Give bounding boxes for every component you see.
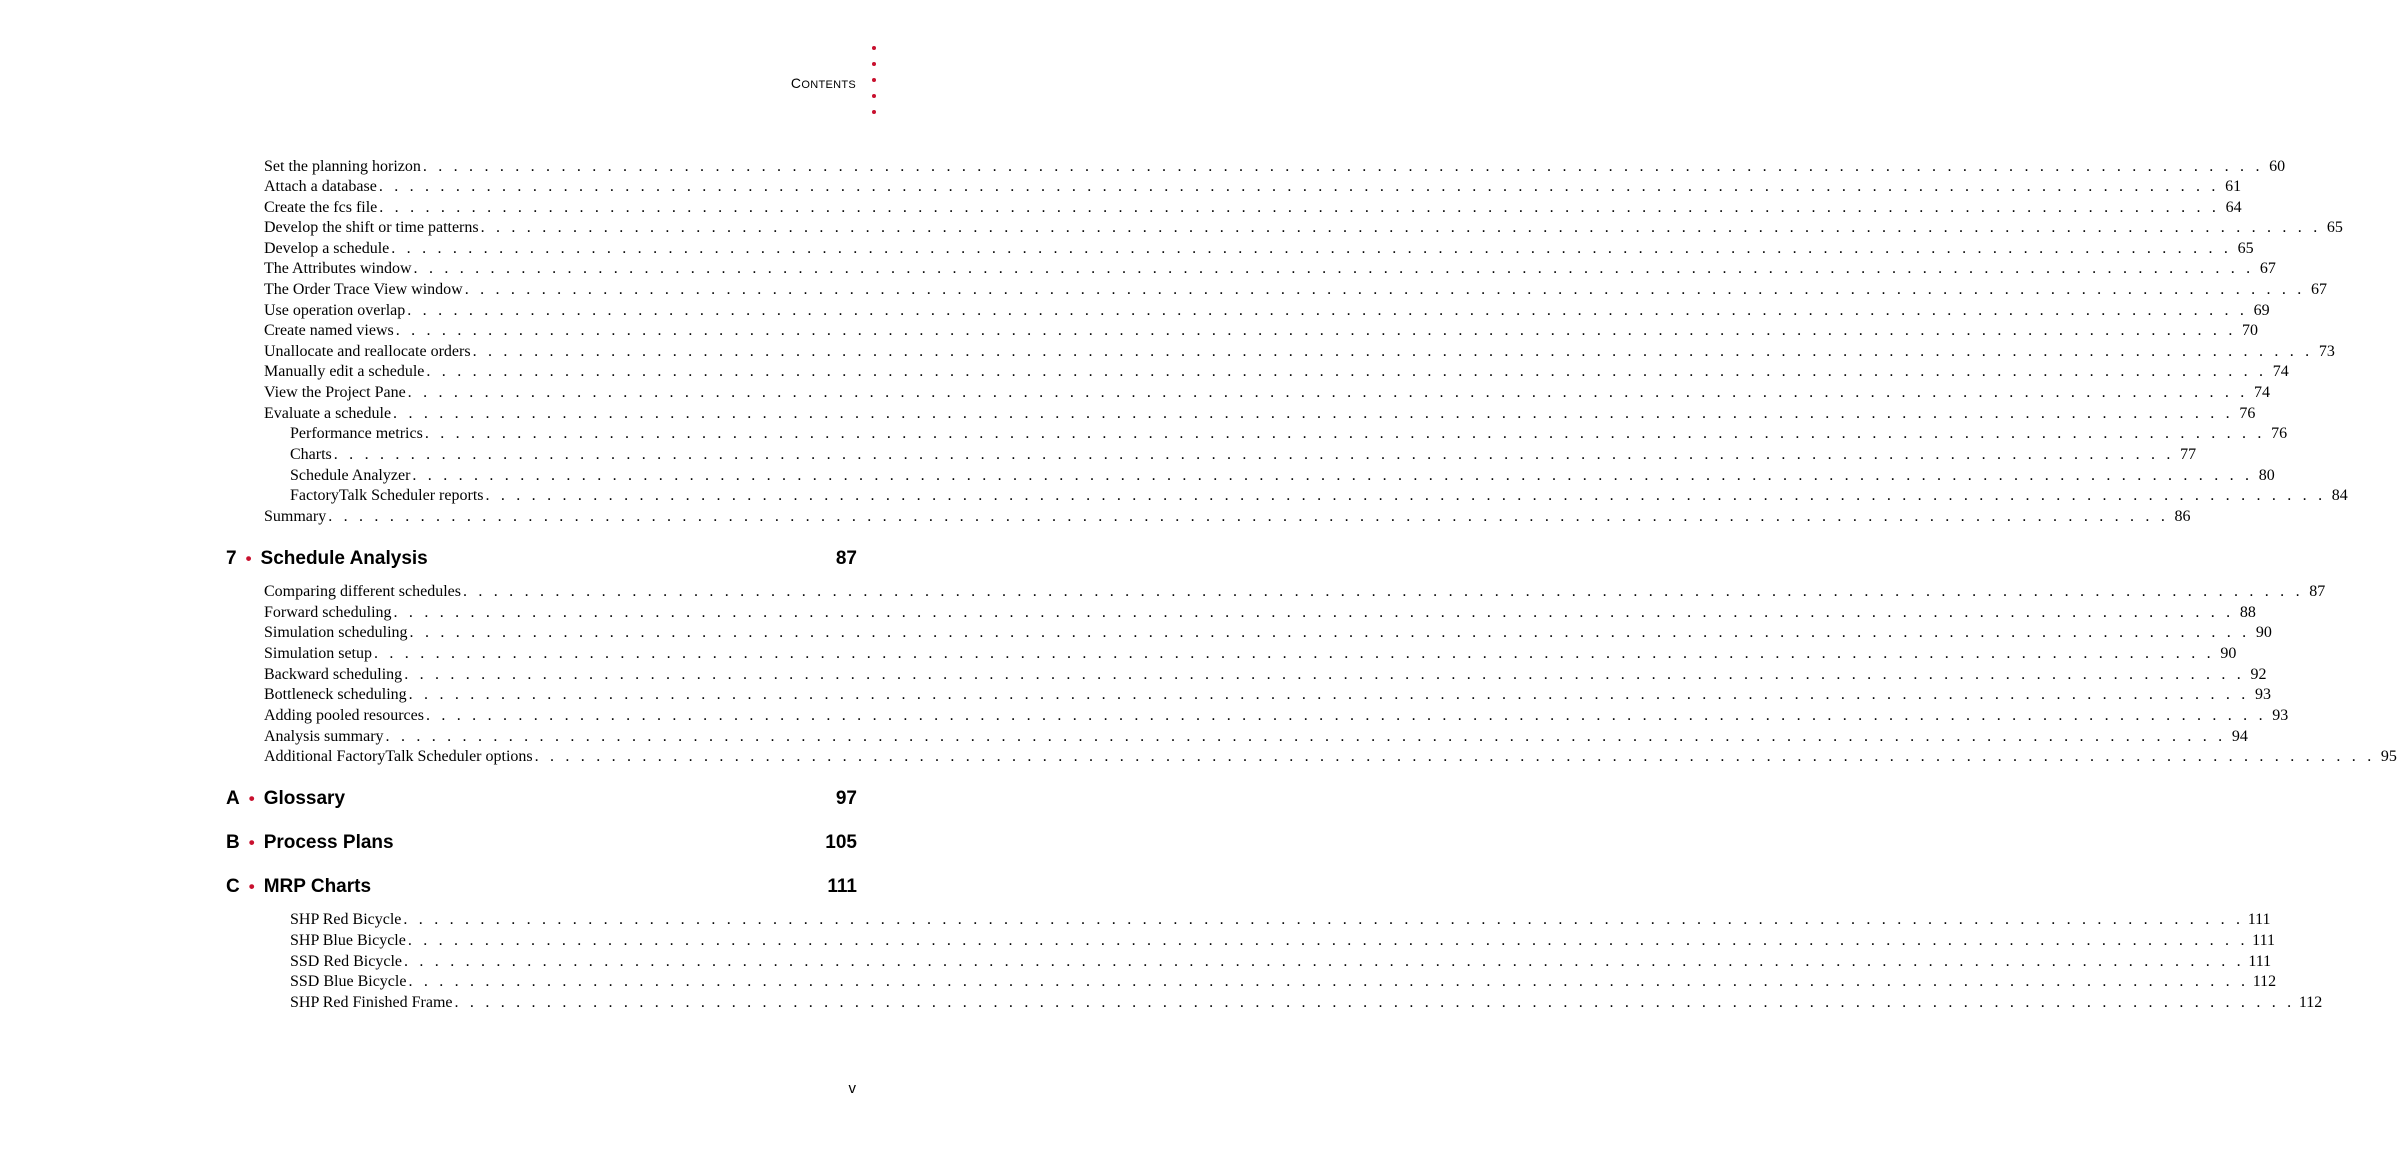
toc-entry-page: 70: [2242, 322, 2259, 339]
bullet-separator: •: [248, 877, 255, 896]
toc-entry-label: SHP Blue Bicycle: [290, 932, 406, 949]
decorative-dot: [872, 78, 876, 82]
toc-entry[interactable]: [290, 424, 2288, 444]
appendix-b-heading[interactable]: [226, 831, 857, 855]
dot-leader: . . . . . . . . . . . . . . . . . . . . . . . . . . . . . . . . . . . . . . . . . . . . . . . . . . . . . . . . . . . . . . . . . . . . . . . . . . . . . . . . . . . . . . . . . . . . . . . . . . . . . . . . . . . . . . . . . . . . . . . .: [454, 994, 2295, 1011]
toc-entry-label: Additional FactoryTalk Scheduler options: [264, 748, 533, 765]
toc-entry-label: Manually edit a schedule: [264, 363, 425, 380]
toc-entry-page: 74: [2272, 363, 2289, 380]
dot-leader: . . . . . . . . . . . . . . . . . . . . . . . . . . . . . . . . . . . . . . . . . . . . . . . . . . . . . . . . . . . . . . . . . . . . . . . . . . . . . . . . . . . . . . . . . . . . . . . . . . . . . . . . . . . . . . . . . . . . . . . .: [425, 707, 2267, 724]
dot-leader: . . . . . . . . . . . . . . . . . . . . . . . . . . . . . . . . . . . . . . . . . . . . . . . . . . . . . . . . . . . . . . . . . . . . . . . . . . . . . . . . . . . . . . . . . . . . . . . . . . . . . . . . . . . . . . . . . . . . . . . .: [404, 666, 2245, 683]
dot-leader: . . . . . . . . . . . . . . . . . . . . . . . . . . . . . . . . . . . . . . . . . . . . . . . . . . . . . . . . . . . . . . . . . . . . . . . . . . . . . . . . . . . . . . . . . . . . . . . . . . . . . . . . . . . . . . . . . . . . . . . .: [328, 508, 2169, 525]
dot-leader: . . . . . . . . . . . . . . . . . . . . . . . . . . . . . . . . . . . . . . . . . . . . . . . . . . . . . . . . . . . . . . . . . . . . . . . . . . . . . . . . . . . . . . . . . . . . . . . . . . . . . . . . . . . . . . . . . . . . . . . .: [407, 302, 2248, 319]
toc-entry[interactable]: [290, 972, 2277, 992]
dot-leader: . . . . . . . . . . . . . . . . . . . . . . . . . . . . . . . . . . . . . . . . . . . . . . . . . . . . . . . . . . . . . . . . . . . . . . . . . . . . . . . . . . . . . . . . . . . . . . . . . . . . . . . . . . . . . . . . . . . . . . . .: [404, 953, 2245, 970]
toc-entry-page: 76: [2271, 425, 2288, 442]
toc-entry[interactable]: [264, 747, 2397, 767]
dot-leader: . . . . . . . . . . . . . . . . . . . . . . . . . . . . . . . . . . . . . . . . . . . . . . . . . . . . . . . . . . . . . . . . . . . . . . . . . . . . . . . . . . . . . . . . . . . . . . . . . . . . . . . . . . . . . . . . . . . . . . . .: [333, 446, 2175, 463]
toc-entry-label: The Attributes window: [264, 260, 412, 277]
running-head-rest: ONTENTS: [801, 79, 856, 91]
chapter-number: 7: [226, 548, 237, 569]
toc-entry[interactable]: [290, 952, 2272, 972]
bullet-separator: •: [245, 549, 252, 568]
decorative-dot: [872, 94, 876, 98]
toc-entry-page: 77: [2180, 446, 2197, 463]
toc-entry[interactable]: [264, 383, 2270, 403]
toc-entry-page: 73: [2318, 343, 2335, 360]
toc-entry-label: Create named views: [264, 322, 394, 339]
toc-entry[interactable]: [264, 218, 2343, 238]
toc-entry[interactable]: [290, 910, 2271, 930]
toc-entry-page: 111: [2252, 932, 2275, 949]
dot-leader: . . . . . . . . . . . . . . . . . . . . . . . . . . . . . . . . . . . . . . . . . . . . . . . . . . . . . . . . . . . . . . . . . . . . . . . . . . . . . . . . . . . . . . . . . . . . . . . . . . . . . . . . . . . . . . . . . . . . . . . .: [385, 728, 2226, 745]
dot-leader: . . . . . . . . . . . . . . . . . . . . . . . . . . . . . . . . . . . . . . . . . . . . . . . . . . . . . . . . . . . . . . . . . . . . . . . . . . . . . . . . . . . . . . . . . . . . . . . . . . . . . . . . . . . . . . . . . . . . . . . .: [462, 583, 2304, 600]
running-head: [791, 75, 856, 91]
toc-entry[interactable]: [264, 582, 2326, 602]
dot-leader: . . . . . . . . . . . . . . . . . . . . . . . . . . . . . . . . . . . . . . . . . . . . . . . . . . . . . . . . . . . . . . . . . . . . . . . . . . . . . . . . . . . . . . . . . . . . . . . . . . . . . . . . . . . . . . . . . . . . . . . .: [379, 199, 2220, 216]
toc-entry-label: Develop a schedule: [264, 240, 390, 257]
chapter-title: MRP Charts: [263, 876, 372, 897]
toc-entry-label: Adding pooled resources: [264, 707, 424, 724]
page-number: v: [848, 1080, 856, 1097]
dot-leader: . . . . . . . . . . . . . . . . . . . . . . . . . . . . . . . . . . . . . . . . . . . . . . . . . . . . . . . . . . . . . . . . . . . . . . . . . . . . . . . . . . . . . . . . . . . . . . . . . . . . . . . . . . . . . . . . . . . . . . . .: [393, 604, 2234, 621]
chapter-page: 97: [835, 788, 857, 809]
toc-entry[interactable]: [264, 727, 2248, 747]
toc-entry-label: SSD Red Bicycle: [290, 953, 402, 970]
toc-entry-page: 95: [2380, 748, 2397, 765]
dot-leader: . . . . . . . . . . . . . . . . . . . . . . . . . . . . . . . . . . . . . . . . . . . . . . . . . . . . . . . . . . . . . . . . . . . . . . . . . . . . . . . . . . . . . . . . . . . . . . . . . . . . . . . . . . . . . . . . . . . . . . . .: [378, 178, 2220, 195]
chapter-page: 87: [835, 548, 857, 569]
toc-entry-page: 65: [2237, 240, 2254, 257]
decorative-dot: [872, 110, 876, 114]
toc-entry-label: Attach a database: [264, 178, 377, 195]
toc-entry-page: 86: [2174, 508, 2191, 525]
toc-entry-page: 93: [2272, 707, 2289, 724]
dot-leader: . . . . . . . . . . . . . . . . . . . . . . . . . . . . . . . . . . . . . . . . . . . . . . . . . . . . . . . . . . . . . . . . . . . . . . . . . . . . . . . . . . . . . . . . . . . . . . . . . . . . . . . . . . . . . . . . . . . . . . . .: [472, 343, 2313, 360]
toc-entry-page: 112: [2252, 973, 2277, 990]
toc-entry[interactable]: [264, 301, 2270, 321]
toc-entry-page: 67: [2311, 281, 2328, 298]
toc-entry[interactable]: [264, 342, 2335, 362]
decorative-dot: [872, 62, 876, 66]
chapter-page: 111: [827, 876, 857, 897]
chapter-title: Schedule Analysis: [260, 548, 428, 569]
toc-entry-label: SSD Blue Bicycle: [290, 973, 407, 990]
toc-entry-page: 111: [2248, 953, 2272, 970]
toc-entry[interactable]: [264, 644, 2237, 664]
dot-leader: . . . . . . . . . . . . . . . . . . . . . . . . . . . . . . . . . . . . . . . . . . . . . . . . . . . . . . . . . . . . . . . . . . . . . . . . . . . . . . . . . . . . . . . . . . . . . . . . . . . . . . . . . . . . . . . . . . . . . . . .: [413, 260, 2254, 277]
toc-entry[interactable]: [264, 507, 2191, 527]
dot-leader: . . . . . . . . . . . . . . . . . . . . . . . . . . . . . . . . . . . . . . . . . . . . . . . . . . . . . . . . . . . . . . . . . . . . . . . . . . . . . . . . . . . . . . . . . . . . . . . . . . . . . . . . . . . . . . . . . . . . . . . .: [412, 467, 2253, 484]
toc-entry[interactable]: [264, 665, 2267, 685]
toc-entry[interactable]: [264, 603, 2256, 623]
toc-entry[interactable]: [264, 321, 2259, 341]
toc-entry-page: 94: [2231, 728, 2248, 745]
toc-entry-page: 65: [2326, 219, 2343, 236]
dot-leader: . . . . . . . . . . . . . . . . . . . . . . . . . . . . . . . . . . . . . . . . . . . . . . . . . . . . . . . . . . . . . . . . . . . . . . . . . . . . . . . . . . . . . . . . . . . . . . . . . . . . . . . . . . . . . . . . . . . . . . . .: [407, 384, 2248, 401]
chapter-title: Glossary: [263, 788, 346, 809]
toc-entry-page: 76: [2239, 405, 2256, 422]
toc-entry-label: Simulation scheduling: [264, 624, 408, 641]
toc-entry-page: 60: [2269, 158, 2286, 175]
toc-entry[interactable]: [290, 993, 2323, 1013]
dot-leader: . . . . . . . . . . . . . . . . . . . . . . . . . . . . . . . . . . . . . . . . . . . . . . . . . . . . . . . . . . . . . . . . . . . . . . . . . . . . . . . . . . . . . . . . . . . . . . . . . . . . . . . . . . . . . . . . . . . . . . . .: [407, 932, 2249, 949]
appendix-c-heading[interactable]: [226, 875, 857, 899]
toc-entry-label: Simulation setup: [264, 645, 372, 662]
dot-leader: . . . . . . . . . . . . . . . . . . . . . . . . . . . . . . . . . . . . . . . . . . . . . . . . . . . . . . . . . . . . . . . . . . . . . . . . . . . . . . . . . . . . . . . . . . . . . . . . . . . . . . . . . . . . . . . . . . . . . . . .: [403, 911, 2244, 928]
toc-entry-page: 84: [2331, 487, 2348, 504]
toc-entry[interactable]: [290, 931, 2275, 951]
toc-entry-label: Set the planning horizon: [264, 158, 421, 175]
toc-entry-page: 88: [2239, 604, 2256, 621]
toc-entry-page: 112: [2298, 994, 2323, 1011]
toc-entry[interactable]: [264, 198, 2242, 218]
bullet-separator: •: [248, 789, 255, 808]
toc-entry[interactable]: [264, 623, 2272, 643]
chapter-number: A: [226, 788, 240, 809]
dot-leader: . . . . . . . . . . . . . . . . . . . . . . . . . . . . . . . . . . . . . . . . . . . . . . . . . . . . . . . . . . . . . . . . . . . . . . . . . . . . . . . . . . . . . . . . . . . . . . . . . . . . . . . . . . . . . . . . . . . . . . . .: [391, 240, 2232, 257]
toc-entry[interactable]: [264, 685, 2271, 705]
running-head-initial: C: [790, 75, 802, 91]
toc-entry[interactable]: [264, 177, 2242, 197]
dot-leader: . . . . . . . . . . . . . . . . . . . . . . . . . . . . . . . . . . . . . . . . . . . . . . . . . . . . . . . . . . . . . . . . . . . . . . . . . . . . . . . . . . . . . . . . . . . . . . . . . . . . . . . . . . . . . . . . . . . . . . . .: [395, 322, 2237, 339]
toc-entry-label: Create the fcs file: [264, 199, 378, 216]
toc-entry-label: FactoryTalk Scheduler reports: [290, 487, 484, 504]
toc-entry-page: 74: [2253, 384, 2270, 401]
toc-entry-page: 67: [2259, 260, 2276, 277]
toc-entry-page: 93: [2254, 686, 2271, 703]
dot-leader: . . . . . . . . . . . . . . . . . . . . . . . . . . . . . . . . . . . . . . . . . . . . . . . . . . . . . . . . . . . . . . . . . . . . . . . . . . . . . . . . . . . . . . . . . . . . . . . . . . . . . . . . . . . . . . . . . . . . . . . .: [393, 405, 2234, 422]
toc-entry[interactable]: [264, 706, 2289, 726]
toc-entry[interactable]: [264, 362, 2289, 382]
toc-entry-label: Schedule Analyzer: [290, 467, 411, 484]
toc-entry[interactable]: [290, 486, 2348, 506]
chapter-7-heading[interactable]: [226, 547, 857, 571]
dot-leader: . . . . . . . . . . . . . . . . . . . . . . . . . . . . . . . . . . . . . . . . . . . . . . . . . . . . . . . . . . . . . . . . . . . . . . . . . . . . . . . . . . . . . . . . . . . . . . . . . . . . . . . . . . . . . . . . . . . . . . . .: [534, 748, 2375, 765]
decorative-dot: [872, 46, 876, 50]
toc-entry[interactable]: [264, 239, 2254, 259]
toc-entry-label: Summary: [264, 508, 327, 525]
dot-leader: . . . . . . . . . . . . . . . . . . . . . . . . . . . . . . . . . . . . . . . . . . . . . . . . . . . . . . . . . . . . . . . . . . . . . . . . . . . . . . . . . . . . . . . . . . . . . . . . . . . . . . . . . . . . . . . . . . . . . . . .: [374, 645, 2215, 662]
toc-entry-label: Comparing different schedules: [264, 583, 461, 600]
dot-leader: . . . . . . . . . . . . . . . . . . . . . . . . . . . . . . . . . . . . . . . . . . . . . . . . . . . . . . . . . . . . . . . . . . . . . . . . . . . . . . . . . . . . . . . . . . . . . . . . . . . . . . . . . . . . . . . . . . . . . . . .: [408, 973, 2249, 990]
toc-entry-label: Charts: [290, 446, 332, 463]
toc-entry-page: 111: [2247, 911, 2271, 928]
toc-entry-label: Forward scheduling: [264, 604, 392, 621]
dot-leader: . . . . . . . . . . . . . . . . . . . . . . . . . . . . . . . . . . . . . . . . . . . . . . . . . . . . . . . . . . . . . . . . . . . . . . . . . . . . . . . . . . . . . . . . . . . . . . . . . . . . . . . . . . . . . . . . . . . . . . . .: [480, 219, 2321, 236]
toc-entry[interactable]: [290, 466, 2275, 486]
chapter-title: Process Plans: [263, 832, 394, 853]
dot-leader: . . . . . . . . . . . . . . . . . . . . . . . . . . . . . . . . . . . . . . . . . . . . . . . . . . . . . . . . . . . . . . . . . . . . . . . . . . . . . . . . . . . . . . . . . . . . . . . . . . . . . . . . . . . . . . . . . . . . . . . .: [485, 487, 2326, 504]
toc-entry-label: Evaluate a schedule: [264, 405, 392, 422]
toc-entry[interactable]: [264, 404, 2256, 424]
toc-entry-page: 90: [2255, 624, 2272, 641]
toc-entry-page: 64: [2225, 199, 2242, 216]
toc-entry-label: Use operation overlap: [264, 302, 406, 319]
dot-leader: . . . . . . . . . . . . . . . . . . . . . . . . . . . . . . . . . . . . . . . . . . . . . . . . . . . . . . . . . . . . . . . . . . . . . . . . . . . . . . . . . . . . . . . . . . . . . . . . . . . . . . . . . . . . . . . . . . . . . . . .: [409, 624, 2250, 641]
decorative-dot-column: [872, 46, 882, 126]
dot-leader: . . . . . . . . . . . . . . . . . . . . . . . . . . . . . . . . . . . . . . . . . . . . . . . . . . . . . . . . . . . . . . . . . . . . . . . . . . . . . . . . . . . . . . . . . . . . . . . . . . . . . . . . . . . . . . . . . . . . . . . .: [408, 686, 2249, 703]
toc-entry-label: Analysis summary: [264, 728, 384, 745]
chapter-number: B: [226, 832, 240, 853]
dot-leader: . . . . . . . . . . . . . . . . . . . . . . . . . . . . . . . . . . . . . . . . . . . . . . . . . . . . . . . . . . . . . . . . . . . . . . . . . . . . . . . . . . . . . . . . . . . . . . . . . . . . . . . . . . . . . . . . . . . . . . . .: [422, 158, 2264, 175]
toc-entry-page: 87: [2309, 583, 2326, 600]
toc-entry-label: Unallocate and reallocate orders: [264, 343, 471, 360]
chapter-number: C: [226, 876, 240, 897]
toc-entry-label: SHP Red Finished Frame: [290, 994, 453, 1011]
toc-entry-label: Performance metrics: [290, 425, 423, 442]
dot-leader: . . . . . . . . . . . . . . . . . . . . . . . . . . . . . . . . . . . . . . . . . . . . . . . . . . . . . . . . . . . . . . . . . . . . . . . . . . . . . . . . . . . . . . . . . . . . . . . . . . . . . . . . . . . . . . . . . . . . . . . .: [424, 425, 2266, 442]
toc-entry-label: Bottleneck scheduling: [264, 686, 407, 703]
toc-entry-label: Backward scheduling: [264, 666, 403, 683]
toc-entry-label: View the Project Pane: [264, 384, 406, 401]
toc-entry-page: 92: [2250, 666, 2267, 683]
toc-entry-page: 61: [2225, 178, 2242, 195]
toc-entry-label: SHP Red Bicycle: [290, 911, 402, 928]
dot-leader: . . . . . . . . . . . . . . . . . . . . . . . . . . . . . . . . . . . . . . . . . . . . . . . . . . . . . . . . . . . . . . . . . . . . . . . . . . . . . . . . . . . . . . . . . . . . . . . . . . . . . . . . . . . . . . . . . . . . . . . .: [464, 281, 2306, 298]
bullet-separator: •: [248, 833, 255, 852]
toc-entry-page: 69: [2253, 302, 2270, 319]
toc-entry[interactable]: [264, 157, 2286, 177]
appendix-a-heading[interactable]: [226, 787, 857, 811]
toc-entry[interactable]: [264, 259, 2276, 279]
toc-entry-label: Develop the shift or time patterns: [264, 219, 479, 236]
dot-leader: . . . . . . . . . . . . . . . . . . . . . . . . . . . . . . . . . . . . . . . . . . . . . . . . . . . . . . . . . . . . . . . . . . . . . . . . . . . . . . . . . . . . . . . . . . . . . . . . . . . . . . . . . . . . . . . . . . . . . . . .: [426, 363, 2267, 380]
toc-entry-page: 80: [2258, 467, 2275, 484]
toc-entry-page: 90: [2220, 645, 2237, 662]
toc-entry[interactable]: [290, 445, 2197, 465]
toc-entry-label: The Order Trace View window: [264, 281, 463, 298]
chapter-page: 105: [825, 832, 857, 853]
toc-entry[interactable]: [264, 280, 2328, 300]
